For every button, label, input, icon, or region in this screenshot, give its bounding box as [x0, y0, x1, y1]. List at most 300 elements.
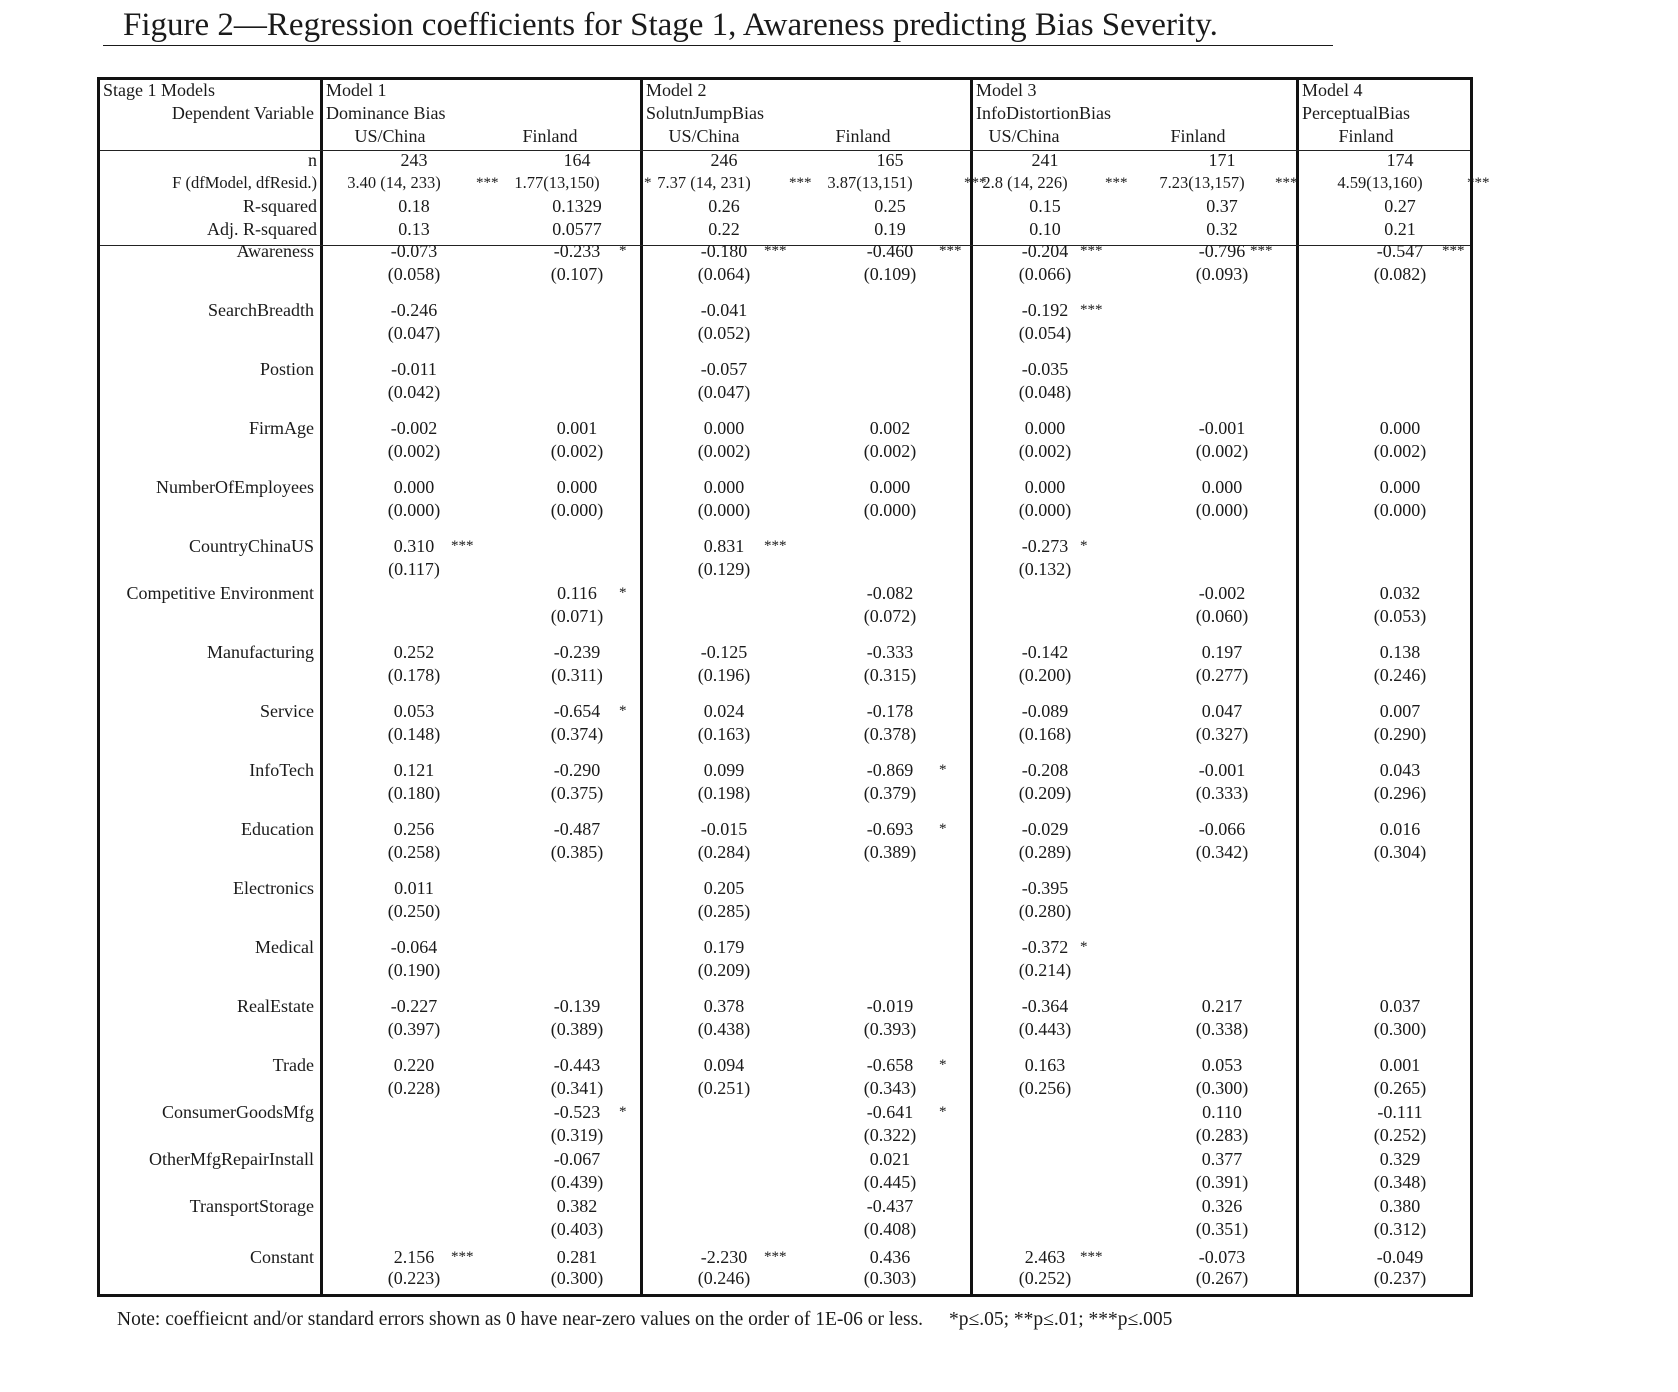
coefficient-infotech: -0.001	[1198, 760, 1246, 780]
stat-value-n: 241	[1031, 150, 1059, 170]
row-label-trade: Trade	[272, 1055, 314, 1075]
coefficient-constant: 2.156	[393, 1247, 435, 1267]
standard-error-firmage: (0.002)	[1373, 441, 1427, 461]
standard-error-awareness: (0.082)	[1373, 264, 1427, 284]
coefficient-manufacturing: 0.252	[393, 642, 435, 662]
standard-error-consumergoodsmfg: (0.322)	[863, 1125, 917, 1145]
coefficient-countrychinaus: 0.831	[703, 536, 745, 556]
coefficient-service: -0.654	[553, 701, 601, 721]
row-label-electronics: Electronics	[233, 878, 314, 898]
standard-error-countrychinaus: (0.132)	[1018, 559, 1072, 579]
standard-error-trade: (0.265)	[1373, 1078, 1427, 1098]
stat-value-n: 174	[1386, 150, 1414, 170]
coefficient-awareness: -0.180	[700, 241, 748, 261]
model-3-name: Model 3	[976, 80, 1037, 100]
coefficient-numberofemployees: 0.000	[556, 477, 598, 497]
standard-error-awareness: (0.109)	[863, 264, 917, 284]
significance-stars: ***	[964, 175, 987, 191]
figure-title: Figure 2—Regression coefficients for Stage 1, Awareness predicting Bias Severity.	[103, 6, 1333, 46]
table-note	[117, 1307, 1172, 1333]
significance-legend: *p≤.05; **p≤.01; ***p≤.005	[949, 1309, 1173, 1330]
coefficient-constant: -2.230	[700, 1247, 748, 1267]
standard-error-manufacturing: (0.311)	[551, 665, 603, 685]
stat-value-adj-r-squared: 0.19	[874, 219, 906, 239]
standard-error-trade: (0.251)	[697, 1078, 751, 1098]
stat-value-f-dfmodel-dfresid: 4.59(13,160)	[1337, 173, 1423, 192]
coefficient-firmage: 0.000	[1379, 418, 1421, 438]
standard-error-trade: (0.343)	[863, 1078, 917, 1098]
significance-stars: ***	[764, 1249, 787, 1265]
coefficient-searchbreadth: -0.246	[390, 300, 438, 320]
standard-error-numberofemployees: (0.000)	[1373, 500, 1427, 520]
stat-value-adj-r-squared: 0.10	[1029, 219, 1061, 239]
model-3-sample-finland: Finland	[1170, 126, 1226, 146]
stat-value-n: 243	[400, 150, 428, 170]
coefficient-infotech: 0.043	[1379, 760, 1421, 780]
coefficient-education: -0.066	[1198, 819, 1246, 839]
standard-error-realestate: (0.389)	[550, 1019, 604, 1039]
standard-error-education: (0.389)	[863, 842, 917, 862]
coefficient-numberofemployees: 0.000	[1379, 477, 1421, 497]
significance-stars: ***	[789, 175, 812, 191]
coefficient-electronics: 0.205	[703, 878, 745, 898]
stat-value-f-dfmodel-dfresid: 3.87(13,151)	[827, 173, 913, 192]
coefficient-searchbreadth: -0.041	[700, 300, 748, 320]
significance-stars: *	[619, 243, 627, 259]
standard-error-constant: (0.237)	[1373, 1268, 1427, 1288]
stat-label-n: n	[308, 150, 317, 170]
standard-error-awareness: (0.093)	[1195, 264, 1249, 284]
standard-error-electronics: (0.285)	[697, 901, 751, 921]
significance-stars: *	[619, 703, 627, 719]
coefficient-firmage: 0.000	[1024, 418, 1066, 438]
standard-error-searchbreadth: (0.047)	[387, 323, 441, 343]
coefficient-awareness: -0.073	[390, 241, 438, 261]
row-label-numberofemployees: NumberOfEmployees	[156, 477, 314, 497]
standard-error-othermfgrepairinstall: (0.445)	[863, 1172, 917, 1192]
coefficient-competitive-environment: 0.116	[557, 583, 597, 603]
standard-error-searchbreadth: (0.052)	[697, 323, 751, 343]
standard-error-numberofemployees: (0.000)	[1195, 500, 1249, 520]
coefficient-realestate: -0.139	[553, 996, 601, 1016]
stat-value-adj-r-squared: 0.13	[398, 219, 430, 239]
standard-error-transportstorage: (0.312)	[1373, 1219, 1427, 1239]
coefficient-countrychinaus: -0.273	[1021, 536, 1069, 556]
significance-stars: ***	[1442, 243, 1465, 259]
coefficient-manufacturing: -0.239	[553, 642, 601, 662]
stub-header-models: Stage 1 Models	[103, 80, 215, 100]
standard-error-manufacturing: (0.277)	[1195, 665, 1249, 685]
coefficient-service: 0.007	[1379, 701, 1421, 721]
coefficient-medical: -0.372	[1021, 937, 1069, 957]
stub-header-dependent-variable: Dependent Variable	[171, 103, 314, 123]
coefficient-othermfgrepairinstall: 0.377	[1201, 1149, 1243, 1169]
standard-error-education: (0.258)	[387, 842, 441, 862]
coefficient-realestate: -0.364	[1021, 996, 1069, 1016]
standard-error-realestate: (0.438)	[697, 1019, 751, 1039]
coefficient-realestate: 0.037	[1379, 996, 1421, 1016]
coefficient-service: 0.047	[1201, 701, 1243, 721]
coefficient-transportstorage: 0.326	[1201, 1196, 1243, 1216]
stat-value-r-squared: 0.27	[1384, 196, 1416, 216]
coefficient-transportstorage: -0.437	[866, 1196, 914, 1216]
coefficient-firmage: -0.001	[1198, 418, 1246, 438]
stat-value-n: 165	[876, 150, 904, 170]
regression-table	[97, 77, 1490, 1297]
coefficient-service: -0.089	[1021, 701, 1069, 721]
standard-error-manufacturing: (0.200)	[1018, 665, 1072, 685]
standard-error-searchbreadth: (0.054)	[1018, 323, 1072, 343]
coefficient-firmage: 0.001	[556, 418, 598, 438]
row-label-manufacturing: Manufacturing	[207, 642, 314, 662]
standard-error-constant: (0.252)	[1018, 1268, 1072, 1288]
standard-error-realestate: (0.393)	[863, 1019, 917, 1039]
standard-error-realestate: (0.300)	[1373, 1019, 1427, 1039]
row-label-competitive-environment: Competitive Environment	[126, 583, 314, 603]
coefficient-constant: 0.281	[556, 1247, 598, 1267]
coefficient-infotech: -0.208	[1021, 760, 1069, 780]
significance-stars: *	[939, 1104, 947, 1120]
row-label-realestate: RealEstate	[237, 996, 314, 1016]
significance-stars: ***	[764, 243, 787, 259]
coefficient-constant: 0.436	[869, 1247, 911, 1267]
coefficient-trade: 0.053	[1201, 1055, 1243, 1075]
standard-error-infotech: (0.296)	[1373, 783, 1427, 803]
significance-stars: *	[1080, 939, 1088, 955]
coefficient-education: 0.256	[393, 819, 435, 839]
stat-value-r-squared: 0.1329	[552, 196, 602, 216]
standard-error-manufacturing: (0.246)	[1373, 665, 1427, 685]
row-label-othermfgrepairinstall: OtherMfgRepairInstall	[149, 1149, 314, 1169]
standard-error-firmage: (0.002)	[550, 441, 604, 461]
coefficient-consumergoodsmfg: 0.110	[1202, 1102, 1242, 1122]
coefficient-firmage: -0.002	[390, 418, 438, 438]
coefficient-numberofemployees: 0.000	[869, 477, 911, 497]
stat-value-adj-r-squared: 0.21	[1384, 219, 1416, 239]
standard-error-competitive-environment: (0.071)	[550, 606, 604, 626]
significance-stars: ***	[939, 243, 962, 259]
standard-error-constant: (0.267)	[1195, 1268, 1249, 1288]
stat-label-r-squared: R-squared	[243, 196, 317, 216]
stat-value-f-dfmodel-dfresid: 2.8 (14, 226)	[982, 173, 1068, 192]
coefficient-consumergoodsmfg: -0.641	[866, 1102, 914, 1122]
standard-error-manufacturing: (0.315)	[863, 665, 917, 685]
standard-error-firmage: (0.002)	[1018, 441, 1072, 461]
stat-value-r-squared: 0.25	[874, 196, 906, 216]
standard-error-constant: (0.303)	[863, 1268, 917, 1288]
coefficient-manufacturing: 0.197	[1201, 642, 1243, 662]
coefficient-firmage: 0.002	[869, 418, 911, 438]
standard-error-infotech: (0.375)	[550, 783, 604, 803]
coefficient-awareness: -0.547	[1376, 241, 1424, 261]
stat-value-n: 246	[710, 150, 738, 170]
row-label-medical: Medical	[255, 937, 314, 957]
column-divider	[320, 80, 323, 1294]
standard-error-medical: (0.190)	[387, 960, 441, 980]
standard-error-othermfgrepairinstall: (0.348)	[1373, 1172, 1427, 1192]
coefficient-numberofemployees: 0.000	[703, 477, 745, 497]
coefficient-education: -0.487	[553, 819, 601, 839]
model-1-name: Model 1	[326, 80, 387, 100]
standard-error-service: (0.327)	[1195, 724, 1249, 744]
coefficient-infotech: 0.099	[703, 760, 745, 780]
row-label-firmage: FirmAge	[249, 418, 314, 438]
coefficient-competitive-environment: -0.082	[866, 583, 914, 603]
coefficient-service: 0.053	[393, 701, 435, 721]
standard-error-constant: (0.300)	[550, 1268, 604, 1288]
model-1-dependent-variable: Dominance Bias	[326, 103, 446, 123]
stat-value-f-dfmodel-dfresid: 1.77(13,150)	[514, 173, 600, 192]
standard-error-numberofemployees: (0.000)	[550, 500, 604, 520]
standard-error-education: (0.342)	[1195, 842, 1249, 862]
standard-error-transportstorage: (0.408)	[863, 1219, 917, 1239]
significance-stars: *	[939, 1057, 947, 1073]
standard-error-competitive-environment: (0.060)	[1195, 606, 1249, 626]
significance-stars: ***	[1105, 175, 1128, 191]
standard-error-infotech: (0.379)	[863, 783, 917, 803]
coefficient-countrychinaus: 0.310	[393, 536, 435, 556]
coefficient-education: -0.693	[866, 819, 914, 839]
standard-error-manufacturing: (0.196)	[697, 665, 751, 685]
standard-error-electronics: (0.250)	[387, 901, 441, 921]
coefficient-consumergoodsmfg: -0.523	[553, 1102, 601, 1122]
coefficient-manufacturing: -0.333	[866, 642, 914, 662]
standard-error-trade: (0.256)	[1018, 1078, 1072, 1098]
coefficient-transportstorage: 0.380	[1379, 1196, 1421, 1216]
coefficient-trade: 0.220	[393, 1055, 435, 1075]
coefficient-constant: -0.049	[1376, 1247, 1424, 1267]
coefficient-infotech: -0.869	[866, 760, 914, 780]
standard-error-numberofemployees: (0.000)	[387, 500, 441, 520]
model-2-dependent-variable: SolutnJumpBias	[646, 103, 765, 123]
coefficient-awareness: -0.204	[1021, 241, 1069, 261]
significance-stars: ***	[451, 538, 474, 554]
coefficient-trade: 0.163	[1024, 1055, 1066, 1075]
standard-error-trade: (0.341)	[550, 1078, 604, 1098]
model-4-name: Model 4	[1302, 80, 1363, 100]
row-label-searchbreadth: SearchBreadth	[208, 300, 314, 320]
standard-error-countrychinaus: (0.129)	[697, 559, 751, 579]
coefficient-postion: -0.057	[700, 359, 748, 379]
coefficient-postion: -0.035	[1021, 359, 1069, 379]
stat-value-f-dfmodel-dfresid: 7.37 (14, 231)	[657, 173, 751, 192]
coefficient-infotech: 0.121	[393, 760, 435, 780]
coefficient-realestate: 0.217	[1201, 996, 1243, 1016]
standard-error-electronics: (0.280)	[1018, 901, 1072, 921]
stat-value-r-squared: 0.37	[1206, 196, 1238, 216]
standard-error-infotech: (0.333)	[1195, 783, 1249, 803]
significance-stars: ***	[476, 175, 499, 191]
significance-stars: ***	[1080, 302, 1103, 318]
model-3-dependent-variable: InfoDistortionBias	[976, 103, 1111, 123]
stat-value-r-squared: 0.18	[398, 196, 430, 216]
standard-error-medical: (0.214)	[1018, 960, 1072, 980]
stat-value-adj-r-squared: 0.22	[708, 219, 740, 239]
standard-error-service: (0.163)	[697, 724, 751, 744]
coefficient-constant: 2.463	[1024, 1247, 1066, 1267]
significance-stars: ***	[1467, 175, 1490, 191]
standard-error-infotech: (0.209)	[1018, 783, 1072, 803]
stat-value-n: 164	[563, 150, 591, 170]
coefficient-medical: 0.179	[703, 937, 745, 957]
coefficient-manufacturing: 0.138	[1379, 642, 1421, 662]
coefficient-othermfgrepairinstall: -0.067	[553, 1149, 601, 1169]
row-label-countrychinaus: CountryChinaUS	[188, 536, 314, 556]
standard-error-consumergoodsmfg: (0.252)	[1373, 1125, 1427, 1145]
significance-stars: *	[939, 762, 947, 778]
standard-error-trade: (0.300)	[1195, 1078, 1249, 1098]
coefficient-trade: 0.001	[1379, 1055, 1421, 1075]
row-label-infotech: InfoTech	[249, 760, 314, 780]
standard-error-service: (0.168)	[1018, 724, 1072, 744]
standard-error-education: (0.385)	[550, 842, 604, 862]
standard-error-postion: (0.047)	[697, 382, 751, 402]
coefficient-constant: -0.073	[1198, 1247, 1246, 1267]
model-1-sample-finland: Finland	[522, 126, 578, 146]
coefficient-numberofemployees: 0.000	[393, 477, 435, 497]
coefficient-realestate: -0.019	[866, 996, 914, 1016]
coefficient-numberofemployees: 0.000	[1201, 477, 1243, 497]
significance-stars: *	[1080, 538, 1088, 554]
coefficient-medical: -0.064	[390, 937, 438, 957]
coefficient-trade: -0.443	[553, 1055, 601, 1075]
stat-value-f-dfmodel-dfresid: 7.23(13,157)	[1159, 173, 1245, 192]
standard-error-trade: (0.228)	[387, 1078, 441, 1098]
model-2-name: Model 2	[646, 80, 707, 100]
standard-error-firmage: (0.002)	[863, 441, 917, 461]
coefficient-manufacturing: -0.142	[1021, 642, 1069, 662]
standard-error-awareness: (0.058)	[387, 264, 441, 284]
coefficient-infotech: -0.290	[553, 760, 601, 780]
coefficient-service: -0.178	[866, 701, 914, 721]
standard-error-education: (0.304)	[1373, 842, 1427, 862]
coefficient-education: -0.015	[700, 819, 748, 839]
row-label-transportstorage: TransportStorage	[189, 1196, 314, 1216]
significance-stars: ***	[764, 538, 787, 554]
coefficient-competitive-environment: -0.002	[1198, 583, 1246, 603]
significance-stars: *	[619, 585, 627, 601]
standard-error-education: (0.284)	[697, 842, 751, 862]
coefficient-competitive-environment: 0.032	[1379, 583, 1421, 603]
standard-error-othermfgrepairinstall: (0.439)	[550, 1172, 604, 1192]
note-text: Note: coeffieicnt and/or standard errors shown as 0 have near-zero values on the order of 1E-06 or less.	[117, 1309, 924, 1330]
coefficient-numberofemployees: 0.000	[1024, 477, 1066, 497]
coefficient-electronics: 0.011	[394, 878, 434, 898]
standard-error-numberofemployees: (0.000)	[697, 500, 751, 520]
coefficient-education: 0.016	[1379, 819, 1421, 839]
row-label-education: Education	[241, 819, 314, 839]
standard-error-realestate: (0.443)	[1018, 1019, 1072, 1039]
standard-error-infotech: (0.180)	[387, 783, 441, 803]
standard-error-postion: (0.042)	[387, 382, 441, 402]
model-3-sample-us-china: US/China	[988, 126, 1060, 146]
standard-error-competitive-environment: (0.072)	[863, 606, 917, 626]
standard-error-consumergoodsmfg: (0.283)	[1195, 1125, 1249, 1145]
coefficient-realestate: -0.227	[390, 996, 438, 1016]
row-label-awareness: Awareness	[236, 241, 314, 261]
significance-stars: ***	[1275, 175, 1298, 191]
coefficient-awareness: -0.233	[553, 241, 601, 261]
standard-error-numberofemployees: (0.000)	[863, 500, 917, 520]
standard-error-firmage: (0.002)	[1195, 441, 1249, 461]
significance-stars: *	[644, 175, 652, 191]
coefficient-electronics: -0.395	[1021, 878, 1069, 898]
standard-error-service: (0.148)	[387, 724, 441, 744]
coefficient-awareness: -0.460	[866, 241, 914, 261]
standard-error-service: (0.378)	[863, 724, 917, 744]
stat-value-n: 171	[1208, 150, 1236, 170]
coefficient-postion: -0.011	[391, 359, 437, 379]
stat-value-r-squared: 0.26	[708, 196, 740, 216]
coefficient-manufacturing: -0.125	[700, 642, 748, 662]
standard-error-awareness: (0.066)	[1018, 264, 1072, 284]
standard-error-consumergoodsmfg: (0.319)	[550, 1125, 604, 1145]
coefficient-consumergoodsmfg: -0.111	[1377, 1102, 1423, 1122]
standard-error-realestate: (0.338)	[1195, 1019, 1249, 1039]
model-1-sample-us-china: US/China	[354, 126, 426, 146]
coefficient-trade: -0.658	[866, 1055, 914, 1075]
standard-error-firmage: (0.002)	[387, 441, 441, 461]
row-label-consumergoodsmfg: ConsumerGoodsMfg	[162, 1102, 314, 1122]
model-2-sample-us-china: US/China	[668, 126, 740, 146]
standard-error-medical: (0.209)	[697, 960, 751, 980]
coefficient-education: -0.029	[1021, 819, 1069, 839]
significance-stars: ***	[1080, 243, 1103, 259]
standard-error-realestate: (0.397)	[387, 1019, 441, 1039]
coefficient-othermfgrepairinstall: 0.329	[1379, 1149, 1421, 1169]
coefficient-firmage: 0.000	[703, 418, 745, 438]
standard-error-constant: (0.246)	[697, 1268, 751, 1288]
row-label-postion: Postion	[259, 359, 314, 379]
stat-value-adj-r-squared: 0.0577	[552, 219, 602, 239]
coefficient-realestate: 0.378	[703, 996, 745, 1016]
stat-label-adj-r-squared: Adj. R-squared	[207, 219, 317, 239]
standard-error-awareness: (0.064)	[697, 264, 751, 284]
model-4-dependent-variable: PerceptualBias	[1302, 103, 1410, 123]
standard-error-constant: (0.223)	[387, 1268, 441, 1288]
standard-error-service: (0.374)	[550, 724, 604, 744]
stat-label-f-dfmodel-dfresid: F (dfModel, dfResid.)	[172, 173, 317, 192]
model-2-sample-finland: Finland	[835, 126, 891, 146]
standard-error-education: (0.289)	[1018, 842, 1072, 862]
standard-error-infotech: (0.198)	[697, 783, 751, 803]
standard-error-firmage: (0.002)	[697, 441, 751, 461]
coefficient-searchbreadth: -0.192	[1021, 300, 1069, 320]
standard-error-numberofemployees: (0.000)	[1018, 500, 1072, 520]
significance-stars: *	[939, 821, 947, 837]
significance-stars: ***	[1250, 243, 1273, 259]
standard-error-othermfgrepairinstall: (0.391)	[1195, 1172, 1249, 1192]
standard-error-countrychinaus: (0.117)	[388, 559, 440, 579]
standard-error-service: (0.290)	[1373, 724, 1427, 744]
significance-stars: ***	[451, 1249, 474, 1265]
standard-error-competitive-environment: (0.053)	[1373, 606, 1427, 626]
model-4-sample-finland: Finland	[1338, 126, 1394, 146]
row-label-constant: Constant	[249, 1247, 314, 1267]
coefficient-awareness: -0.796	[1198, 241, 1246, 261]
standard-error-awareness: (0.107)	[550, 264, 604, 284]
standard-error-transportstorage: (0.403)	[550, 1219, 604, 1239]
stat-value-f-dfmodel-dfresid: 3.40 (14, 233)	[347, 173, 441, 192]
stat-value-adj-r-squared: 0.32	[1206, 219, 1238, 239]
stat-value-r-squared: 0.15	[1029, 196, 1061, 216]
coefficient-trade: 0.094	[703, 1055, 745, 1075]
coefficient-transportstorage: 0.382	[556, 1196, 598, 1216]
coefficient-service: 0.024	[703, 701, 745, 721]
standard-error-manufacturing: (0.178)	[387, 665, 441, 685]
standard-error-transportstorage: (0.351)	[1195, 1219, 1249, 1239]
row-label-service: Service	[260, 701, 314, 721]
